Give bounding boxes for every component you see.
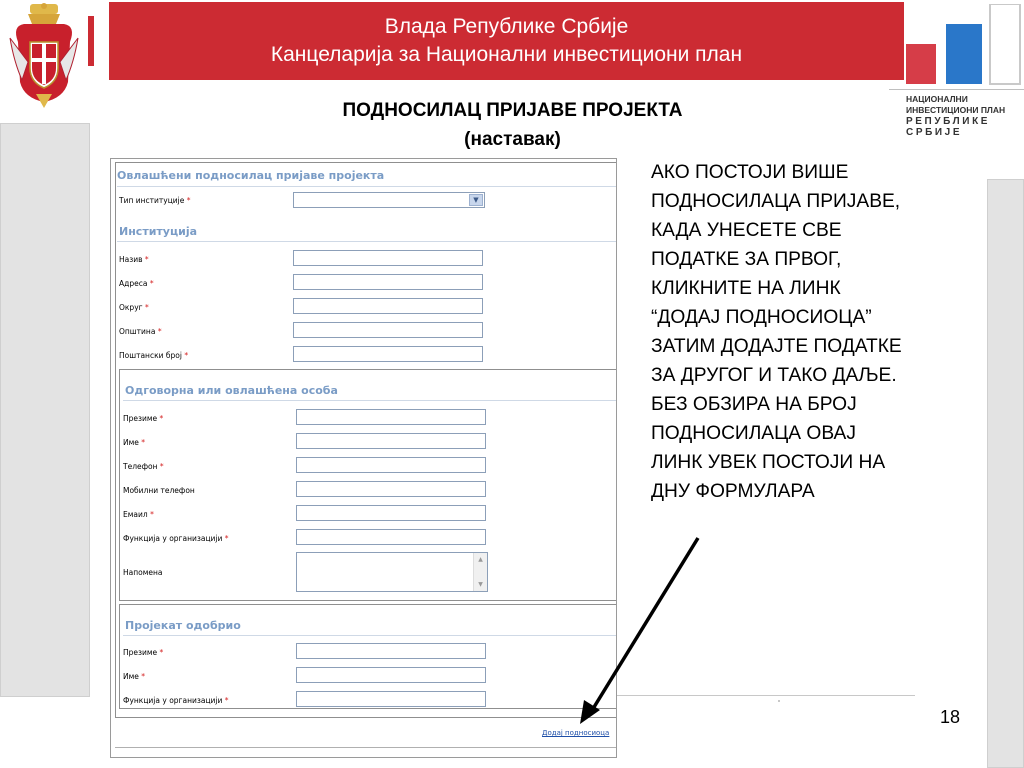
instruction-line: ЗАТИМ ДОДАЈТЕ ПОДАТКЕ bbox=[651, 336, 902, 357]
chevron-down-icon[interactable]: ▼ bbox=[469, 194, 483, 206]
header-title-line1: Влада Републике Србије bbox=[384, 15, 629, 38]
institution-type-select[interactable] bbox=[293, 192, 485, 208]
field-label-first-name: Име * bbox=[123, 438, 146, 447]
instruction-line: КЛИКНИТЕ НА ЛИНК bbox=[651, 278, 841, 299]
approved-section-divider bbox=[123, 635, 617, 636]
approved-section-title: Пројекат одобрио bbox=[125, 619, 241, 632]
responsible-section-divider bbox=[123, 400, 617, 401]
approver-surname-input[interactable] bbox=[296, 643, 486, 659]
field-label-approver-surname: Презиме * bbox=[123, 648, 164, 657]
instruction-line: АКО ПОСТОЈИ ВИШЕ bbox=[651, 162, 849, 183]
left-decor-panel bbox=[0, 123, 90, 697]
field-label-note: Напомена bbox=[123, 568, 163, 577]
responsible-section-title: Одговорна или овлашћена особа bbox=[125, 384, 338, 397]
instruction-line: БЕЗ ОБЗИРА НА БРОЈ bbox=[651, 394, 857, 415]
field-label-municipality: Општина * bbox=[119, 327, 162, 336]
instruction-line: КАДА УНЕСЕТЕ СВЕ bbox=[651, 220, 842, 241]
instruction-text bbox=[651, 158, 991, 506]
form-bottom-divider bbox=[115, 747, 617, 748]
nip-logo-icon bbox=[906, 4, 1022, 88]
logo-text bbox=[906, 94, 1024, 138]
instruction-line: ЛИНК УВЕК ПОСТОЈИ НА bbox=[651, 452, 886, 473]
slide-title-line1: ПОДНОСИЛАЦ ПРИЈАВЕ ПРОЈЕКТА bbox=[342, 100, 683, 121]
form-header: Овлашћени подносилац пријаве пројекта bbox=[117, 169, 385, 182]
instruction-line: “ДОДАЈ ПОДНОСИОЦА” bbox=[651, 307, 872, 328]
add-applicant-link[interactable]: Додај подносиоца bbox=[542, 729, 610, 737]
header-title-line2: Канцеларија за Национални инвестициони план bbox=[270, 43, 743, 66]
approver-first-name-input[interactable] bbox=[296, 667, 486, 683]
note-textarea[interactable] bbox=[296, 552, 488, 592]
field-label-email: Емаил * bbox=[123, 510, 154, 519]
header-accent-bar bbox=[88, 16, 94, 66]
surname-input[interactable] bbox=[296, 409, 486, 425]
municipality-input[interactable] bbox=[293, 322, 483, 338]
mobile-phone-input[interactable] bbox=[296, 481, 486, 497]
field-label-position: Функција у организацији * bbox=[123, 534, 229, 543]
instruction-line: ДНУ ФОРМУЛАРА bbox=[651, 481, 815, 502]
note-scrollbar[interactable] bbox=[473, 553, 487, 591]
institution-section-divider bbox=[117, 241, 617, 242]
postal-code-input[interactable] bbox=[293, 346, 483, 362]
field-label-name: Назив * bbox=[119, 255, 149, 264]
form-screenshot bbox=[110, 158, 617, 758]
header-banner bbox=[109, 2, 904, 80]
slide-title bbox=[200, 96, 825, 154]
right-decor-panel bbox=[987, 179, 1024, 768]
first-name-input[interactable] bbox=[296, 433, 486, 449]
institution-type-label: Тип институције * bbox=[119, 196, 191, 205]
instruction-line: ЗА ДРУГОГ И ТАКО ДАЉЕ. bbox=[651, 365, 897, 386]
footer-dot bbox=[778, 700, 780, 702]
instruction-line: ПОДНОСИЛАЦА ПРИЈАВЕ, bbox=[651, 191, 901, 212]
field-label-phone: Телефон * bbox=[123, 462, 164, 471]
name-input[interactable] bbox=[293, 250, 483, 266]
address-input[interactable] bbox=[293, 274, 483, 290]
field-label-mobile-phone: Мобилни телефон bbox=[123, 486, 195, 495]
instruction-line: ПОДНОСИЛАЦА ОВАЈ bbox=[651, 423, 856, 444]
page-number: 18 bbox=[940, 707, 961, 727]
scroll-down-icon[interactable]: ▼ bbox=[478, 581, 483, 588]
footer-divider bbox=[617, 695, 915, 696]
email-input[interactable] bbox=[296, 505, 486, 521]
position-input[interactable] bbox=[296, 529, 486, 545]
instruction-line: ПОДАТКЕ ЗА ПРВОГ, bbox=[651, 249, 842, 270]
field-label-approver-first-name: Име * bbox=[123, 672, 146, 681]
field-label-approver-position: Функција у организацији * bbox=[123, 696, 229, 705]
district-input[interactable] bbox=[293, 298, 483, 314]
phone-input[interactable] bbox=[296, 457, 486, 473]
coat-of-arms-icon bbox=[8, 2, 80, 114]
slide-title-line2: (наставак) bbox=[464, 129, 561, 150]
logo-text-line1: НАЦИОНАЛНИ ИНВЕСТИЦИОНИ ПЛАН bbox=[906, 94, 1006, 115]
logo-text-line2: РЕПУБЛИКЕ СРБИЈЕ bbox=[906, 116, 991, 138]
scroll-up-icon[interactable]: ▲ bbox=[478, 556, 483, 563]
logo-divider bbox=[889, 89, 1024, 90]
field-label-surname: Презиме * bbox=[123, 414, 164, 423]
field-label-address: Адреса * bbox=[119, 279, 154, 288]
form-header-divider bbox=[117, 186, 617, 187]
field-label-postal-code: Поштански број * bbox=[119, 351, 189, 360]
approver-position-input[interactable] bbox=[296, 691, 486, 707]
institution-section-title: Институција bbox=[119, 225, 198, 238]
field-label-district: Округ * bbox=[119, 303, 149, 312]
